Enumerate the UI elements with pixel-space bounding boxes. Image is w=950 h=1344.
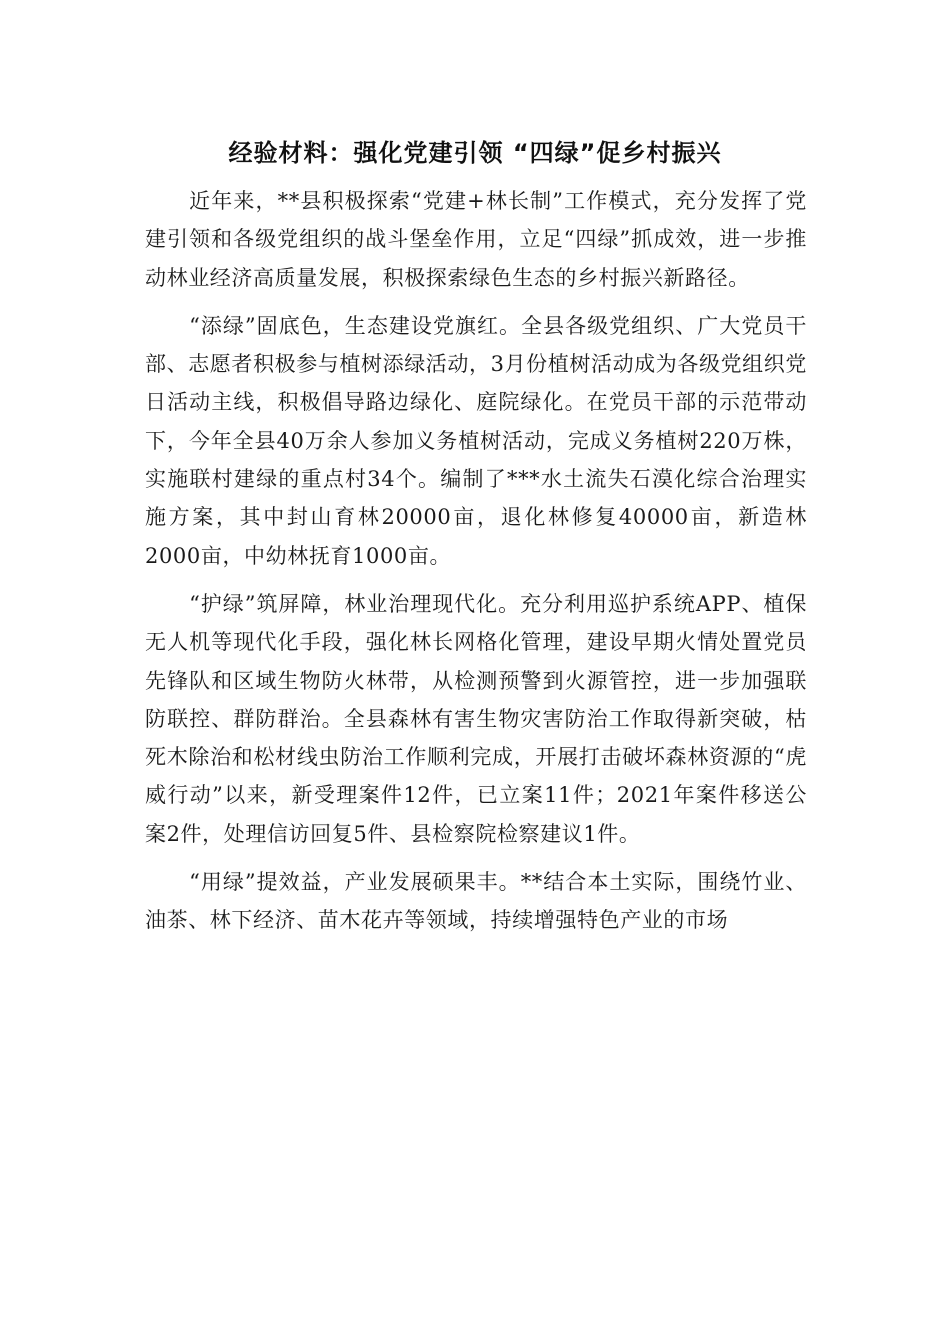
- paragraph-intro: 近年来，**县积极探索“党建+林长制”工作模式，充分发挥了党建引领和各级党组织的战斗堡垒作用，立足“四绿”抓成效，进一步推动林业经济高质量发展，积极探索绿色生态的乡村振兴新路径。: [145, 189, 807, 290]
- document-title: 经验材料：强化党建引领 “四绿”促乡村振兴: [228, 139, 722, 167]
- paragraph-yonglv: “用绿”提效益，产业发展硕果丰。**结合本土实际，围绕竹业、油茶、林下经济、苗木花卉等领域，持续增强特色产业的市场: [145, 870, 807, 933]
- paragraph-hulv: “护绿”筑屏障，林业治理现代化。充分利用巡护系统APP、植保无人机等现代化手段，强化林长网格化管理，建设早期火情处置党员先锋队和区域生物防火林带，从检测预警到火源管控，进一步加强联防联控、群防群治。全县森林有害生物灾害防治工作取得新突破，枯死木除治和松材线虫防治工作顺利完成，开展打击破坏森林资源的“虎威行动”以来，新受理案件12件，已立案11件；2021年案件移送公案2件，处理信访回复5件、县检察院检察建议1件。: [145, 591, 807, 846]
- paragraph-tianlv: “添绿”固底色，生态建设党旗红。全县各级党组织、广大党员干部、志愿者积极参与植树添绿活动，3月份植树活动成为各级党组织党日活动主线，积极倡导路边绿化、庭院绿化。在党员干部的示范带动下，今年全县40万余人参加义务植树活动，完成义务植树220万株，实施联村建绿的重点村34个。编制了***水土流失石漠化综合治理实施方案，其中封山育林20000亩，退化林修复40000亩，新造林2000亩，中幼林抚育1000亩。: [145, 313, 807, 568]
- document-body: [145, 182, 807, 950]
